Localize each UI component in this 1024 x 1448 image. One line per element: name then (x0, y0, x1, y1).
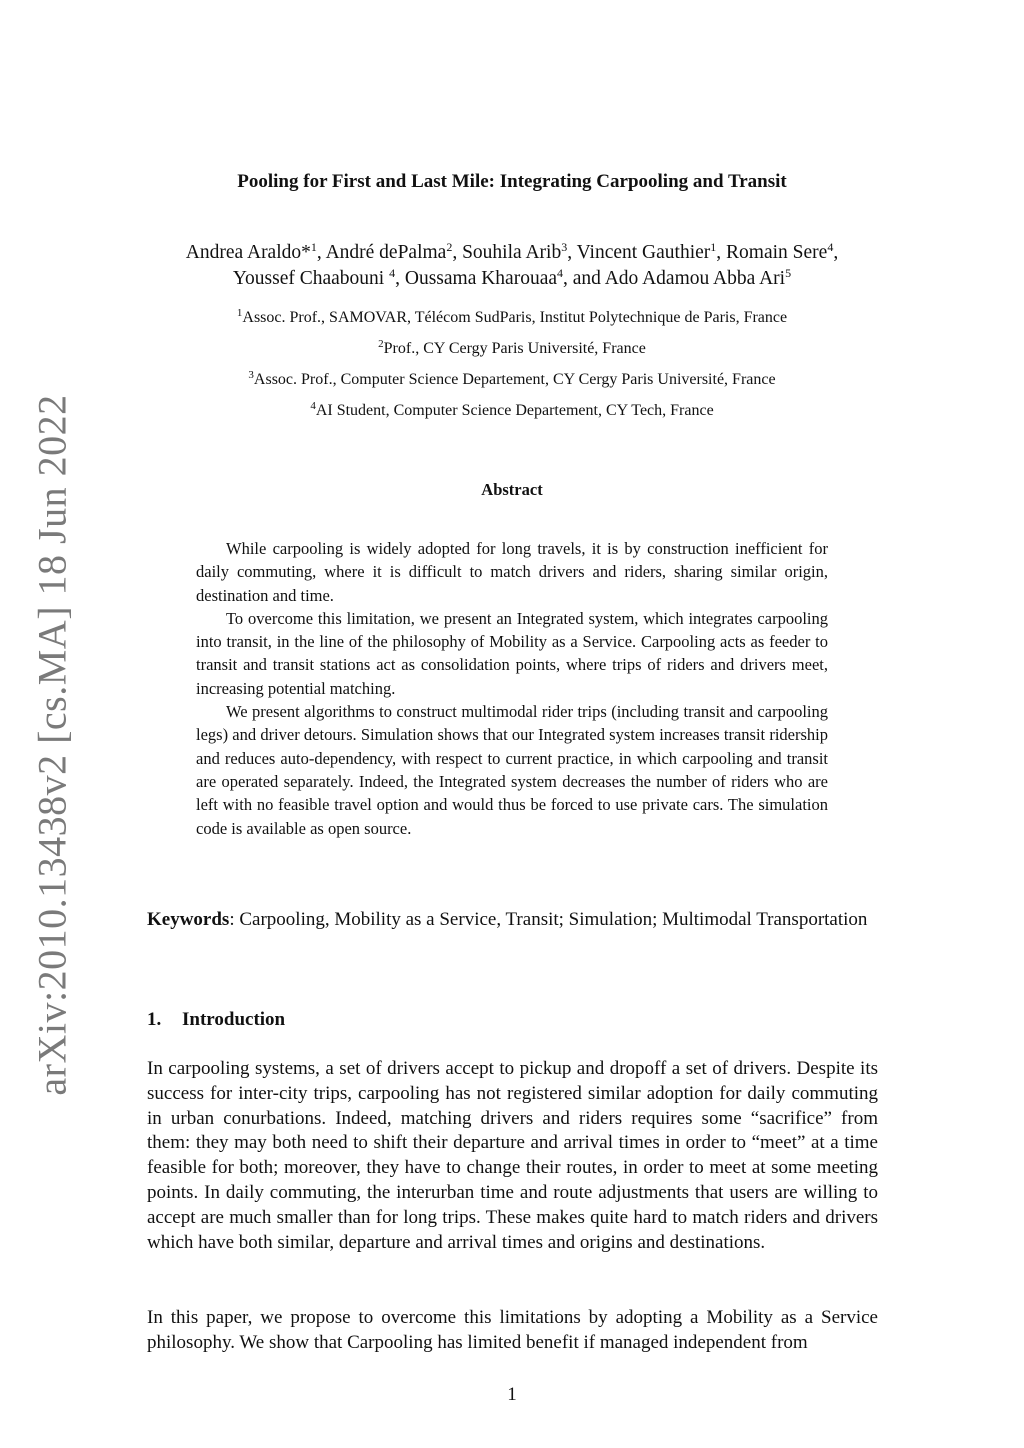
author-name: , and Ado Adamou Abba Ari (563, 268, 786, 289)
affiliation-text: AI Student, Computer Science Departement, CY Tech, France (315, 402, 714, 419)
affiliation-text: Assoc. Prof., SAMOVAR, Télécom SudParis, Institut Polytechnique de Paris, France (242, 309, 788, 326)
section-number: 1. (147, 1009, 162, 1030)
body-text: In carpooling systems, a set of drivers accept to pickup and dropoff a set of drivers. Despite its success for inter-city trips, carpooling has not registered similar adoption for daily commuting in urban conurbations. Indeed, matching drivers and riders requires some “sacrifice” from them: they may both need to shift their departure and arrival times in order to “meet” at a time feasible for both; moreover, they have to change their routes, in order to meet at some meeting points. In daily commuting, the interurban time and route adjustments that users are willing to accept are much smaller than for long trips. These makes quite hard to match riders and drivers which have both similar, departure and arrival times and origins and destinations. (147, 1058, 878, 1253)
author-name: Andrea Araldo* (185, 242, 311, 263)
section-title: Introduction (182, 1009, 286, 1030)
author-name: , Oussama Kharouaa (395, 268, 558, 289)
author-affiliation-mark: 3 (561, 240, 568, 254)
affiliation-text: Assoc. Prof., Computer Science Departement, CY Cergy Paris Université, France (253, 371, 776, 388)
author-name: , Souhila Arib (452, 242, 562, 263)
keywords-text: : Carpooling, Mobility as a Service, Transit; Simulation; Multimodal Transportation (229, 909, 868, 930)
paper-title: Pooling for First and Last Mile: Integrating Carpooling and Transit (237, 171, 787, 192)
affiliation (120, 400, 904, 422)
author-affiliation-mark: 4 (557, 266, 564, 280)
affiliation-mark: 2 (378, 338, 384, 350)
body-text: In this paper, we propose to overcome this limitations by adopting a Mobility as a Service philosophy. We show that Carpooling has limited benefit if managed independent from (147, 1307, 878, 1353)
affiliation-mark: 4 (310, 400, 316, 412)
body-paragraph (147, 1306, 878, 1356)
page-number: 1 (507, 1384, 517, 1405)
author-affiliation-mark: 2 (446, 240, 453, 254)
body-paragraph (147, 1057, 878, 1255)
author-affiliation-mark: 1 (710, 240, 717, 254)
abstract-paragraph: While carpooling is widely adopted for long travels, it is by construction inefficient for daily commuting, where it is difficult to match drivers and riders, sharing similar origin, destination and time. (196, 539, 828, 605)
affiliation-mark: 3 (248, 369, 254, 381)
abstract-heading: Abstract (481, 480, 543, 499)
author-affiliation-mark: 1 (310, 240, 317, 254)
abstract-paragraph: To overcome this limitation, we present an Integrated system, which integrates carpooling into transit, in the line of the philosophy of Mobility as a Service. Carpooling acts as feeder to transit and transit stations act as consolidation points, where trips of riders and drivers meet, increasing potential matching. (196, 608, 828, 698)
author-list (120, 240, 904, 292)
affiliation-text: Prof., CY Cergy Paris Université, France (383, 340, 646, 357)
affiliation (120, 307, 904, 329)
author-affiliation-mark: 5 (785, 266, 792, 280)
author-affiliation-mark: 4 (827, 240, 834, 254)
author-name: , Romain Sere (716, 242, 828, 263)
keywords (147, 907, 878, 932)
arxiv-identifier: arXiv:2010.13438v2 [cs.MA] 18 Jun 2022 (29, 394, 75, 1096)
abstract-body (196, 537, 828, 840)
author-name: , André dePalma (316, 242, 447, 263)
author-affiliation-mark: 4 (389, 266, 396, 280)
affiliation (120, 369, 904, 391)
author-separator: , (833, 242, 839, 263)
section-heading (147, 1009, 285, 1031)
keywords-label: Keywords (147, 909, 230, 930)
affiliation-mark: 1 (236, 307, 243, 319)
abstract-paragraph: We present algorithms to construct multimodal rider trips (including transit and carpooling legs) and driver detours. Simulation shows that our Integrated system increases transit ridership and reduces auto-dependency, with respect to current practice, in which carpooling and transit are operated separately. Indeed, the Integrated system decreases the number of riders who are left with no feasible travel option and would thus be forced to use private cars. The simulation code is available as open source. (196, 702, 828, 838)
affiliation (120, 338, 904, 360)
author-name: , Vincent Gauthier (567, 242, 711, 263)
author-name: Youssef Chaabouni (232, 268, 390, 289)
